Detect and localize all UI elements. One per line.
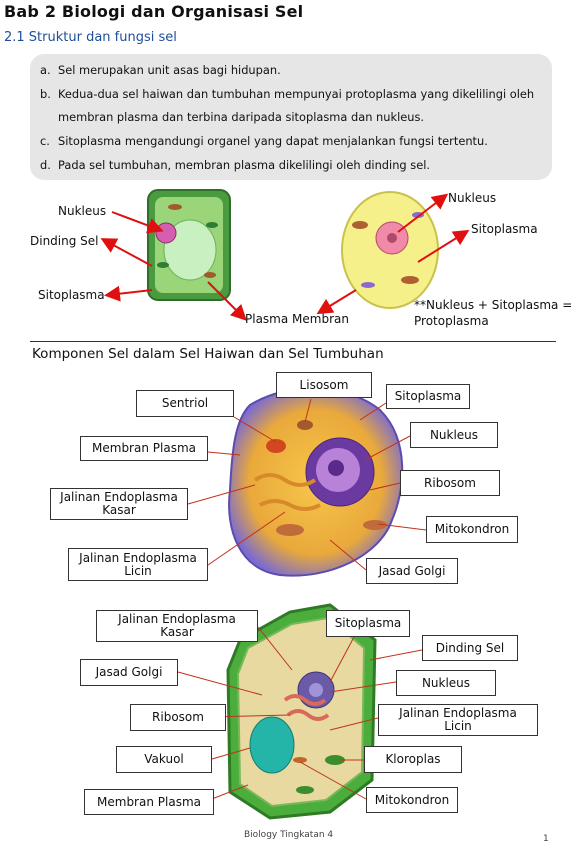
box-jek-plant: Jalinan Endoplasma Kasar — [96, 610, 258, 642]
section-2-title: Komponen Sel dalam Sel Haiwan dan Sel Tumbuhan — [32, 346, 384, 362]
protoplasm-note-line1: **Nukleus + Sitoplasma = — [414, 298, 573, 312]
animal-cell-detailed — [229, 389, 402, 576]
plant-cell-top — [148, 190, 230, 300]
label-sitoplasma-plant: Sitoplasma — [38, 288, 105, 302]
box-ribosom-plant: Ribosom — [130, 704, 226, 731]
box-golgi-animal: Jasad Golgi — [366, 558, 458, 584]
section-subtitle: 2.1 Struktur dan fungsi sel — [4, 30, 177, 45]
footer-text: Biology Tingkatan 4 — [244, 830, 334, 840]
protoplasm-note-line2: Protoplasma — [414, 314, 489, 328]
box-lisosom: Lisosom — [276, 372, 372, 398]
box-sentriol: Sentriol — [136, 390, 234, 417]
note-c: c. Sitoplasma mengandungi organel yang dapat menjalankan fungsi tertentu. — [40, 134, 488, 148]
box-vakuol-plant: Vakuol — [116, 746, 212, 773]
box-membran-plasma-animal: Membran Plasma — [80, 436, 208, 461]
box-nukleus-animal: Nukleus — [410, 422, 498, 448]
page-title: Bab 2 Biologi dan Organisasi Sel — [4, 2, 304, 21]
box-sitoplasma-animal: Sitoplasma — [386, 384, 470, 409]
box-kloroplas-plant: Kloroplas — [364, 746, 462, 773]
section-divider — [30, 341, 556, 342]
box-jel-animal: Jalinan Endoplasma Licin — [68, 548, 208, 581]
label-sitoplasma-animal: Sitoplasma — [471, 222, 538, 236]
animal-cell-top — [342, 192, 438, 308]
note-a: a. Sel merupakan unit asas bagi hidupan. — [40, 63, 281, 77]
box-mitokondron-animal: Mitokondron — [426, 516, 518, 543]
note-b-line2: membran plasma dan terbina daripada sitoplasma dan nukleus. — [58, 110, 425, 124]
box-mitokondron-plant: Mitokondron — [366, 787, 458, 813]
box-nukleus-plant: Nukleus — [396, 670, 496, 696]
label-nukleus-animal: Nukleus — [448, 191, 497, 205]
note-b: b. Kedua-dua sel haiwan dan tumbuhan mempunyai protoplasma yang dikelilingi oleh — [40, 87, 535, 101]
box-dinding-sel-plant: Dinding Sel — [422, 635, 518, 661]
box-golgi-plant: Jasad Golgi — [80, 659, 178, 686]
box-sitoplasma-plant: Sitoplasma — [326, 610, 410, 637]
note-d: d. Pada sel tumbuhan, membran plasma dikelilingi oleh dinding sel. — [40, 158, 431, 172]
label-plasma-membran: Plasma Membran — [245, 312, 349, 326]
box-ribosom-animal: Ribosom — [400, 470, 500, 496]
label-nukleus-plant: Nukleus — [58, 204, 107, 218]
box-jek-animal: Jalinan Endoplasma Kasar — [50, 488, 188, 520]
box-membran-plasma-plant: Membran Plasma — [84, 789, 214, 815]
label-dinding-sel-plant: Dinding Sel — [30, 234, 99, 248]
box-jel-plant: Jalinan Endoplasma Licin — [378, 704, 538, 736]
page-number: 1 — [543, 834, 549, 844]
